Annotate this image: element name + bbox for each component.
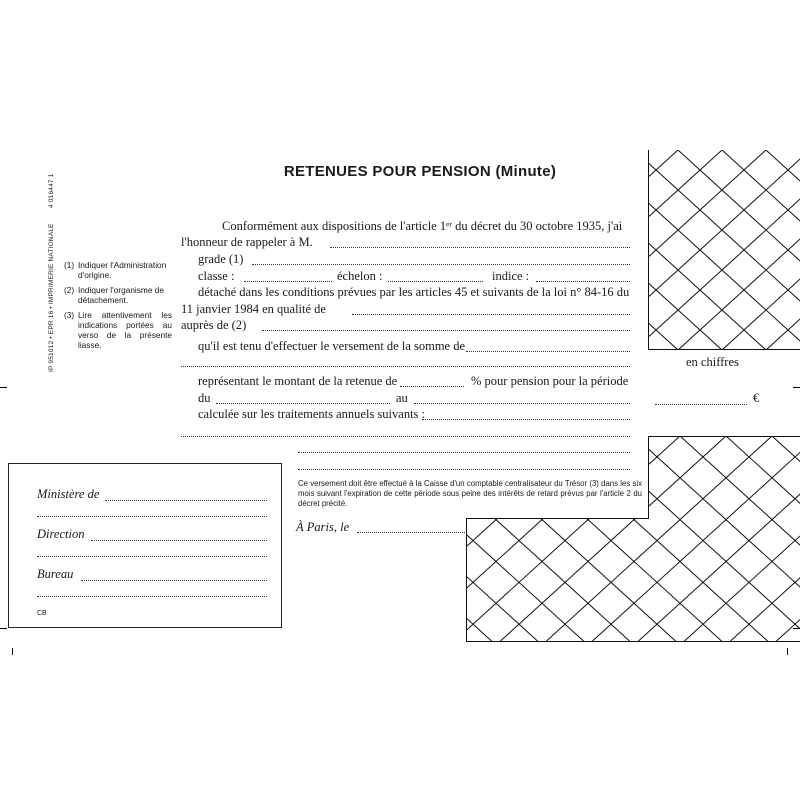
hatch-line [637, 436, 800, 642]
hatch-line [648, 150, 678, 350]
hatch-line [496, 436, 723, 642]
au-field[interactable] [414, 403, 630, 404]
hatch-line [678, 150, 800, 350]
somme-field[interactable] [466, 351, 630, 352]
note-text: Lire attentivement les indications portées au verso de la présente liasse. [78, 310, 172, 350]
instruction-notes [64, 260, 172, 350]
note-number: (3) [64, 310, 75, 320]
euro-symbol: € [753, 391, 760, 405]
address-box [8, 463, 282, 628]
hatch-line [466, 436, 588, 642]
aupres-label: auprès de (2) [181, 318, 247, 332]
ministere-label: Ministère de [37, 487, 100, 501]
hatch-line [545, 436, 772, 642]
retenue-field[interactable] [400, 386, 464, 387]
echelon-label: échelon : [337, 269, 383, 283]
hatch-line [766, 150, 800, 350]
representant-label: représentant le montant de la retenue de [198, 374, 398, 388]
hatch-line [588, 436, 800, 642]
crop-mark [787, 648, 788, 655]
grade-field[interactable] [252, 264, 630, 265]
note-item [64, 285, 172, 305]
qualite-field[interactable] [352, 314, 630, 315]
direction-field[interactable] [91, 540, 267, 541]
hatch-line [499, 436, 726, 642]
hatch-line [466, 436, 677, 642]
hatch-line [591, 436, 800, 642]
classe-label: classe : [198, 269, 235, 283]
note-text: Indiquer l'organisme de détachement. [78, 285, 164, 305]
printer-imprint: IP 951012 • EPR 16 • IMPRIMERIE NATIONALE [48, 223, 55, 372]
ministere-field[interactable] [105, 500, 267, 501]
detache-line-1: détaché dans les conditions prévues par les articles 45 et suivants de la loi n° 84-16 du [198, 285, 630, 299]
classe-field[interactable] [244, 281, 332, 282]
indice-field[interactable] [536, 281, 630, 282]
note-text: Indiquer l'Administration d'origine. [78, 260, 167, 280]
pension-label: % pour pension pour la période [471, 374, 629, 388]
hatch-line [648, 150, 678, 350]
calculee-label: calculée sur les traitements annuels suivants : [198, 407, 426, 421]
hatch-line [466, 436, 496, 642]
bureau-field-2[interactable] [37, 596, 267, 597]
hatch-line [466, 436, 493, 642]
crop-mark [0, 628, 7, 629]
qualite-label: 11 janvier 1984 en qualité de [181, 302, 326, 316]
amount-figures-field[interactable] [655, 404, 747, 405]
reserved-hatch-bottom [466, 436, 800, 642]
body-line-1: Conformément aux dispositions de l'article 1ᵉʳ du décret du 30 octobre 1935, j'ai [222, 219, 623, 233]
note-item [64, 260, 172, 280]
note-number: (1) [64, 260, 75, 270]
hatch-line [772, 436, 800, 642]
somme-field-2[interactable] [181, 366, 630, 367]
bureau-label: Bureau [37, 567, 74, 581]
indice-label: indice : [492, 269, 530, 283]
bureau-field[interactable] [81, 580, 267, 581]
hatch-line [766, 150, 800, 350]
hatch-line [680, 436, 800, 642]
du-label: du [198, 391, 211, 405]
hatch-line [648, 150, 766, 350]
note-number: (2) [64, 285, 75, 295]
hatch-line [466, 436, 680, 642]
cb-label: CB [37, 610, 47, 617]
hatch-line [542, 436, 769, 642]
agent-name-field[interactable] [330, 247, 630, 248]
hatch-line [678, 150, 800, 350]
paris-date-field[interactable] [357, 532, 465, 533]
note-item [64, 310, 172, 350]
agent-name-label: l'honneur de rappeler à M. [181, 235, 313, 249]
hatch-line [648, 150, 766, 350]
crop-mark [0, 387, 7, 388]
payment-notice: Ce versement doit être effectué à la Caisse d'un comptable centralisateur du Trésor (3) dans les six mois suivant l'expiration de cette période sous peine des intérêts de retard prévus par l'article 2 du décret précité. [298, 479, 642, 508]
aupres-field[interactable] [262, 330, 630, 331]
reserved-hatch-top [648, 150, 800, 350]
direction-field-2[interactable] [37, 556, 267, 557]
hatch-line [466, 436, 539, 642]
echelon-field[interactable] [388, 281, 483, 282]
form-code: 4 016447 1 [48, 173, 55, 208]
en-chiffres-label: en chiffres [686, 355, 739, 369]
ministere-field-2[interactable] [37, 516, 267, 517]
direction-label: Direction [37, 527, 85, 541]
page-title: RETENUES POUR PENSION (Minute) [283, 163, 557, 180]
hatch-line [466, 436, 631, 642]
crop-mark [12, 648, 13, 655]
grade-label: grade (1) [198, 252, 244, 266]
hatch-line [729, 436, 800, 642]
paris-date-label: À Paris, le [296, 520, 350, 534]
au-label: au [396, 391, 408, 405]
traitements-field[interactable] [422, 419, 630, 420]
crop-mark [793, 387, 800, 388]
versement-label: qu'il est tenu d'effectuer le versement de la somme de [198, 339, 466, 353]
du-field[interactable] [216, 403, 390, 404]
